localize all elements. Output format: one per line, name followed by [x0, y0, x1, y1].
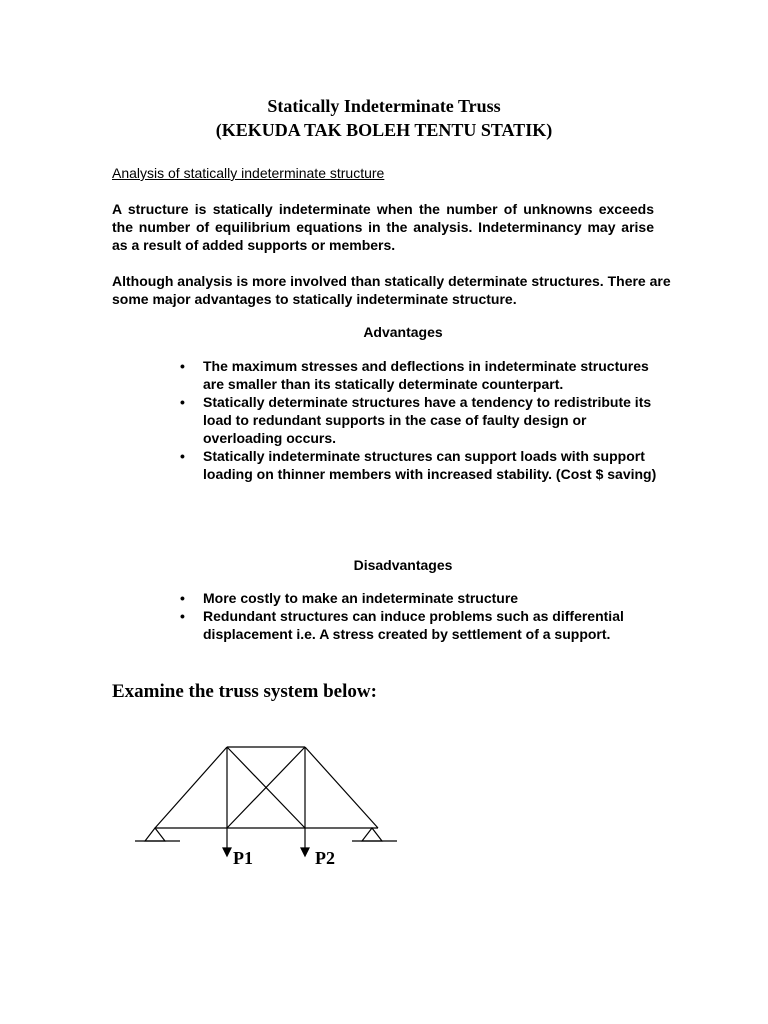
load-arrow-p1 — [223, 828, 231, 856]
load-arrow-p2 — [301, 828, 309, 856]
list-item: • Statically indeterminate structures can support loads with support loading on thinner members with increased stability. (Cost $ saving) — [180, 447, 660, 483]
left-support — [135, 828, 180, 841]
section-heading: Analysis of statically indeterminate structure — [112, 165, 385, 181]
title-line-2: (KEKUDA TAK BOLEH TENTU STATIK) — [215, 120, 553, 140]
truss-members — [155, 747, 378, 828]
examine-heading: Examine the truss system below: — [112, 681, 377, 702]
list-item: • Statically determinate structures have a tendency to redistribute its load to redundant supports in the case of faulty design or overloading occurs. — [180, 393, 660, 447]
title-line-1: Statically Indeterminate Truss — [267, 96, 501, 116]
disadvantages-heading: Disadvantages — [353, 557, 453, 573]
paragraph-definition: A structure is statically indeterminate when the number of unknowns exceeds the number of equilibrium equations in the analysis. Indeterminancy may arise as a result of added supports or members. — [112, 201, 654, 253]
advantages-heading: Advantages — [363, 324, 443, 340]
load-label-p1: P1 — [233, 848, 253, 868]
right-support — [352, 828, 397, 841]
load-label-p2: P2 — [315, 848, 335, 868]
left-end-member — [155, 747, 227, 828]
right-end-member — [305, 747, 378, 828]
paragraph-advantages-intro: Although analysis is more involved than statically determinate structures. There are some major advantages to statically indeterminate structure. — [112, 273, 671, 307]
list-item: • The maximum stresses and deflections in indeterminate structures are smaller than its statically determinate counterpart. — [180, 357, 660, 393]
list-item: • Redundant structures can induce problems such as differential displacement i.e. A stress created by settlement of a support. — [180, 607, 660, 643]
list-item: • More costly to make an indeterminate structure — [180, 589, 660, 607]
